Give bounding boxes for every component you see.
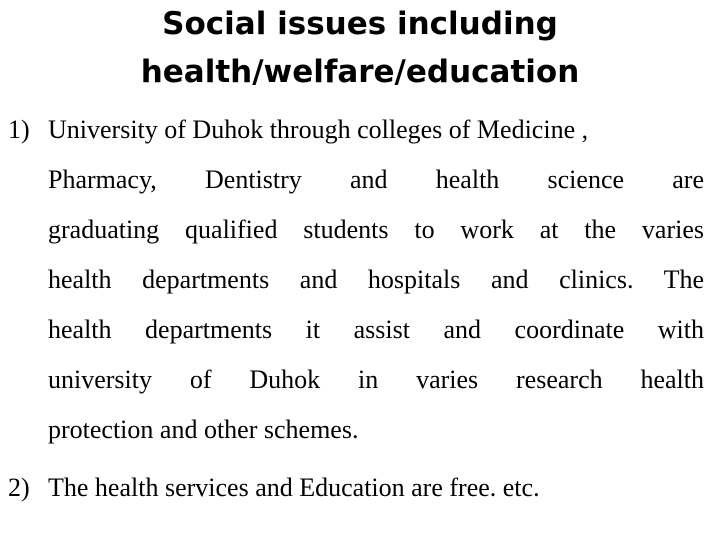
item-text-line: Pharmacy, Dentistry and health science are <box>48 165 704 194</box>
title-line-2: health/welfare/education <box>140 54 580 90</box>
item-number: 2) <box>8 473 30 502</box>
item-text-line: University of Duhok through colleges of Medicine , <box>48 115 589 144</box>
item-number: 1) <box>8 115 30 144</box>
item-text-line: protection and other schemes. <box>48 415 359 444</box>
item-text-line: health departments it assist and coordinate with <box>48 315 704 344</box>
title-line-1: Social issues including <box>162 6 558 42</box>
item-text-line: university of Duhok in varies research health <box>48 365 704 394</box>
item-text-line: The health services and Education are free. etc. <box>48 473 540 502</box>
item-text-line: health departments and hospitals and clinics. The <box>48 265 704 294</box>
item-text-line: graduating qualified students to work at the varies <box>48 215 704 244</box>
